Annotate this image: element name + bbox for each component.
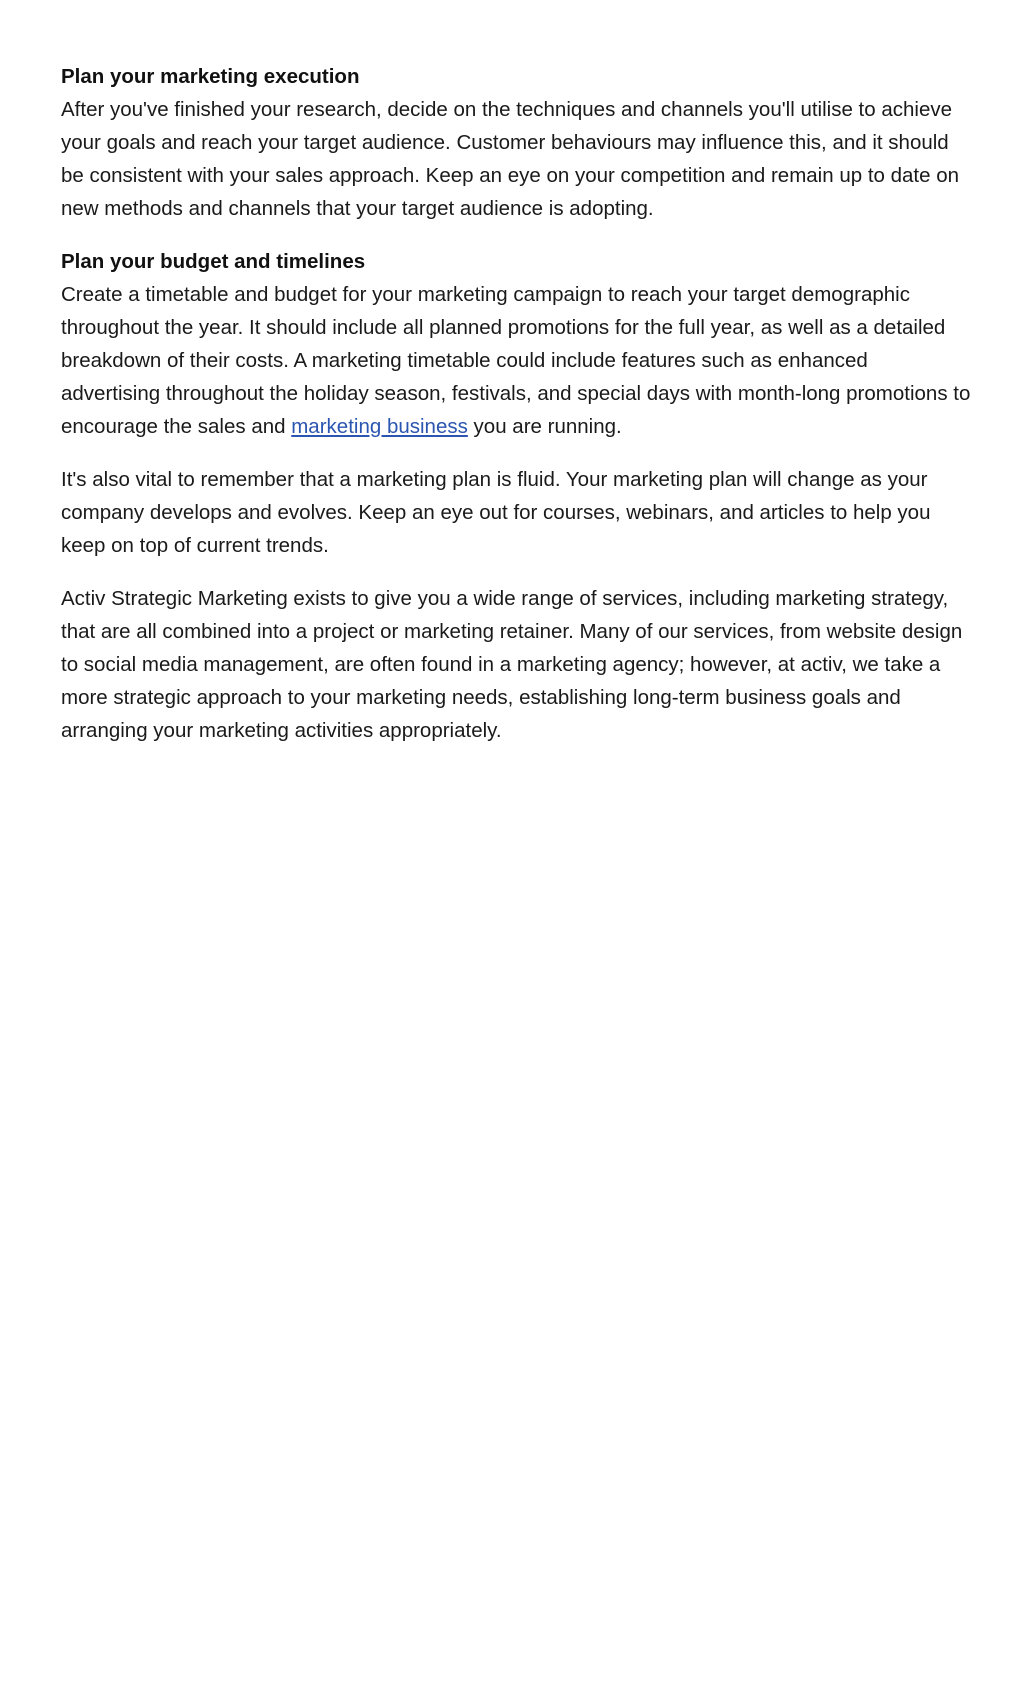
section-heading: Plan your marketing execution	[61, 65, 360, 88]
paragraph-text: Create a timetable and budget for your marketing campaign to reach your target demographic throughout the year. It should include all planned promotions for the full year, as well as a detailed breakdown of their costs. A marketing timetable could include features such as enhanced advertising throughout the holiday season, festivals, and special days with month-long promotions to encourage the sales and	[61, 283, 971, 438]
section-marketing-execution	[61, 60, 971, 225]
section-paragraph	[61, 278, 971, 443]
marketing-business-link[interactable]: marketing business	[291, 415, 468, 438]
paragraph-marketing-plan-fluid: It's also vital to remember that a marketing plan is fluid. Your marketing plan will change as your company develops and evolves. Keep an eye out for courses, webinars, and articles to help you keep on top of current trends.	[61, 468, 931, 557]
paragraph-activ-services: Activ Strategic Marketing exists to give you a wide range of services, including marketing strategy, that are all combined into a project or marketing retainer. Many of our services, from website design to social media management, are often found in a marketing agency; however, at activ, we take a more strategic approach to your marketing needs, establishing long-term business goals and arranging your marketing activities appropriately.	[61, 587, 963, 742]
section-heading: Plan your budget and timelines	[61, 250, 366, 273]
section-paragraph: After you've finished your research, decide on the techniques and channels you'll utilise to achieve your goals and reach your target audience. Customer behaviours may influence this, and it should be consistent with your sales approach. Keep an eye on your competition and remain up to date on new methods and channels that your target audience is adopting.	[61, 98, 960, 220]
paragraph-text: you are running.	[467, 415, 622, 438]
article-body	[61, 60, 971, 767]
section-budget-timelines	[61, 245, 971, 443]
